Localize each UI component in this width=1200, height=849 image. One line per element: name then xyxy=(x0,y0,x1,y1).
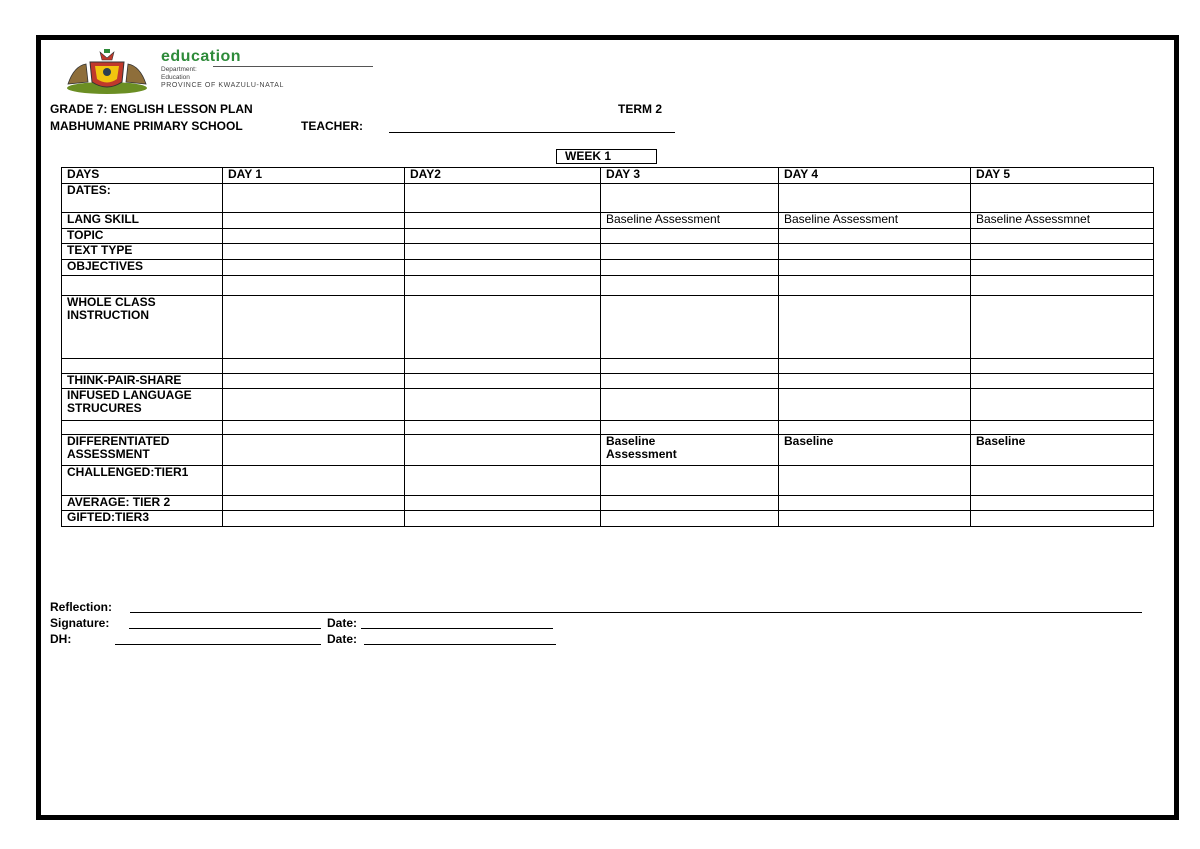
table-cell[interactable] xyxy=(971,276,1154,296)
table-cell[interactable]: Baseline Assessment xyxy=(601,213,779,229)
table-cell[interactable] xyxy=(223,276,405,296)
table-row xyxy=(62,496,1154,511)
table-row xyxy=(62,184,1154,213)
table-cell[interactable] xyxy=(405,229,601,244)
table-cell[interactable] xyxy=(405,421,601,435)
table-cell[interactable] xyxy=(405,184,601,213)
lesson-plan-table xyxy=(61,167,1154,527)
brand-divider xyxy=(213,66,373,67)
signature-label: Signature: xyxy=(50,616,110,630)
table-cell[interactable] xyxy=(405,244,601,260)
row-label: TOPIC xyxy=(62,229,223,244)
table-cell[interactable] xyxy=(601,374,779,389)
dh-date-label: Date: xyxy=(327,632,358,646)
row-label: DIFFERENTIATED ASSESSMENT xyxy=(62,435,223,466)
signature-date-field[interactable] xyxy=(361,616,553,629)
table-cell[interactable] xyxy=(405,496,601,511)
table-cell[interactable] xyxy=(601,421,779,435)
table-row xyxy=(62,276,1154,296)
table-cell[interactable] xyxy=(779,359,971,374)
table-cell[interactable]: Baseline Assessment xyxy=(601,435,779,466)
teacher-name-field[interactable] xyxy=(389,120,675,133)
row-label: WHOLE CLASS INSTRUCTION xyxy=(62,296,223,359)
table-cell[interactable] xyxy=(971,244,1154,260)
table-row xyxy=(62,213,1154,229)
row-label xyxy=(62,421,223,435)
brand-name: education xyxy=(161,48,242,65)
table-cell[interactable] xyxy=(601,389,779,421)
table-cell[interactable] xyxy=(601,244,779,260)
row-label: TEXT TYPE xyxy=(62,244,223,260)
table-cell[interactable] xyxy=(405,389,601,421)
dh-label: DH: xyxy=(50,632,72,646)
table-cell[interactable] xyxy=(971,511,1154,527)
row-label: THINK-PAIR-SHARE xyxy=(62,374,223,389)
table-cell[interactable] xyxy=(405,213,601,229)
table-cell[interactable] xyxy=(971,421,1154,435)
table-cell[interactable] xyxy=(223,244,405,260)
table-cell[interactable] xyxy=(779,296,971,359)
table-cell[interactable] xyxy=(779,374,971,389)
row-label: AVERAGE: TIER 2 xyxy=(62,496,223,511)
table-row xyxy=(62,466,1154,496)
dh-field[interactable] xyxy=(115,632,321,645)
dh-date-field[interactable] xyxy=(364,632,556,645)
column-header: DAY 3 xyxy=(601,168,779,184)
table-row xyxy=(62,229,1154,244)
table-cell[interactable] xyxy=(223,213,405,229)
table-cell[interactable] xyxy=(971,389,1154,421)
table-cell[interactable] xyxy=(405,296,601,359)
table-cell[interactable] xyxy=(779,466,971,496)
table-cell[interactable] xyxy=(601,359,779,374)
table-cell[interactable] xyxy=(223,229,405,244)
table-cell[interactable] xyxy=(779,184,971,213)
table-cell[interactable] xyxy=(223,359,405,374)
table-cell[interactable] xyxy=(223,435,405,466)
table-row xyxy=(62,421,1154,435)
row-label: CHALLENGED:TIER1 xyxy=(62,466,223,496)
table-cell[interactable] xyxy=(223,466,405,496)
row-label: GIFTED:TIER3 xyxy=(62,511,223,527)
table-cell[interactable] xyxy=(971,496,1154,511)
table-cell[interactable] xyxy=(971,184,1154,213)
row-label: DATES: xyxy=(62,184,223,213)
table-cell[interactable]: Baseline Assessmnet xyxy=(971,213,1154,229)
table-cell[interactable] xyxy=(779,276,971,296)
table-cell[interactable] xyxy=(405,359,601,374)
table-row xyxy=(62,511,1154,527)
table-cell[interactable] xyxy=(779,244,971,260)
signature-date-label: Date: xyxy=(327,616,358,630)
table-cell[interactable] xyxy=(971,359,1154,374)
table-cell[interactable] xyxy=(601,496,779,511)
table-cell[interactable] xyxy=(223,496,405,511)
table-cell[interactable] xyxy=(601,276,779,296)
brand-block xyxy=(161,48,284,90)
table-cell[interactable] xyxy=(779,496,971,511)
column-header: DAY 4 xyxy=(779,168,971,184)
table-cell[interactable] xyxy=(601,260,779,276)
table-cell[interactable] xyxy=(223,374,405,389)
week-label: WEEK 1 xyxy=(556,149,657,164)
table-cell[interactable] xyxy=(405,435,601,466)
table-cell[interactable] xyxy=(601,296,779,359)
table-cell[interactable] xyxy=(779,260,971,276)
row-label xyxy=(62,359,223,374)
column-header: DAY2 xyxy=(405,168,601,184)
table-cell[interactable] xyxy=(405,511,601,527)
table-cell[interactable] xyxy=(971,466,1154,496)
table-cell[interactable]: Baseline xyxy=(971,435,1154,466)
row-label: INFUSED LANGUAGE STRUCURES xyxy=(62,389,223,421)
table-cell[interactable] xyxy=(223,184,405,213)
table-row xyxy=(62,359,1154,374)
table-cell[interactable] xyxy=(405,260,601,276)
term-label: TERM 2 xyxy=(618,102,663,116)
table-row xyxy=(62,374,1154,389)
lesson-plan-title: GRADE 7: ENGLISH LESSON PLAN xyxy=(50,102,253,116)
table-row xyxy=(62,296,1154,359)
table-cell[interactable] xyxy=(971,229,1154,244)
row-label xyxy=(62,276,223,296)
signature-field[interactable] xyxy=(129,616,321,629)
table-row xyxy=(62,435,1154,466)
table-cell[interactable] xyxy=(223,389,405,421)
table-cell[interactable] xyxy=(601,184,779,213)
table-cell[interactable] xyxy=(223,260,405,276)
table-cell[interactable] xyxy=(779,421,971,435)
table-cell[interactable] xyxy=(971,374,1154,389)
table-header-row xyxy=(62,168,1154,184)
column-header: DAYS xyxy=(62,168,223,184)
table-row xyxy=(62,244,1154,260)
table-cell[interactable] xyxy=(971,296,1154,359)
brand-department: Department: xyxy=(161,66,197,73)
table-cell[interactable] xyxy=(223,421,405,435)
table-cell[interactable] xyxy=(405,374,601,389)
table-cell[interactable] xyxy=(779,389,971,421)
table-cell[interactable]: Baseline Assessment xyxy=(779,213,971,229)
table-cell[interactable] xyxy=(223,511,405,527)
table-cell[interactable] xyxy=(779,229,971,244)
table-cell[interactable] xyxy=(601,511,779,527)
column-header: DAY 5 xyxy=(971,168,1154,184)
teacher-label: TEACHER: xyxy=(301,119,363,133)
table-row xyxy=(62,260,1154,276)
table-cell[interactable] xyxy=(601,229,779,244)
column-header: DAY 1 xyxy=(223,168,405,184)
table-cell[interactable] xyxy=(405,276,601,296)
table-cell[interactable] xyxy=(405,466,601,496)
row-label: LANG SKILL xyxy=(62,213,223,229)
brand-department-name: Education xyxy=(161,73,190,81)
table-row xyxy=(62,389,1154,421)
table-cell[interactable] xyxy=(779,511,971,527)
reflection-label: Reflection: xyxy=(50,600,113,614)
row-label: OBJECTIVES xyxy=(62,260,223,276)
table-cell[interactable]: Baseline xyxy=(779,435,971,466)
table-cell[interactable] xyxy=(601,466,779,496)
table-cell[interactable] xyxy=(971,260,1154,276)
table-cell[interactable] xyxy=(223,296,405,359)
school-name: MABHUMANE PRIMARY SCHOOL xyxy=(50,119,243,133)
reflection-field[interactable] xyxy=(130,600,1142,613)
kzn-coat-of-arms-logo xyxy=(60,48,155,96)
brand-province: PROVINCE OF KWAZULU-NATAL xyxy=(161,82,284,89)
